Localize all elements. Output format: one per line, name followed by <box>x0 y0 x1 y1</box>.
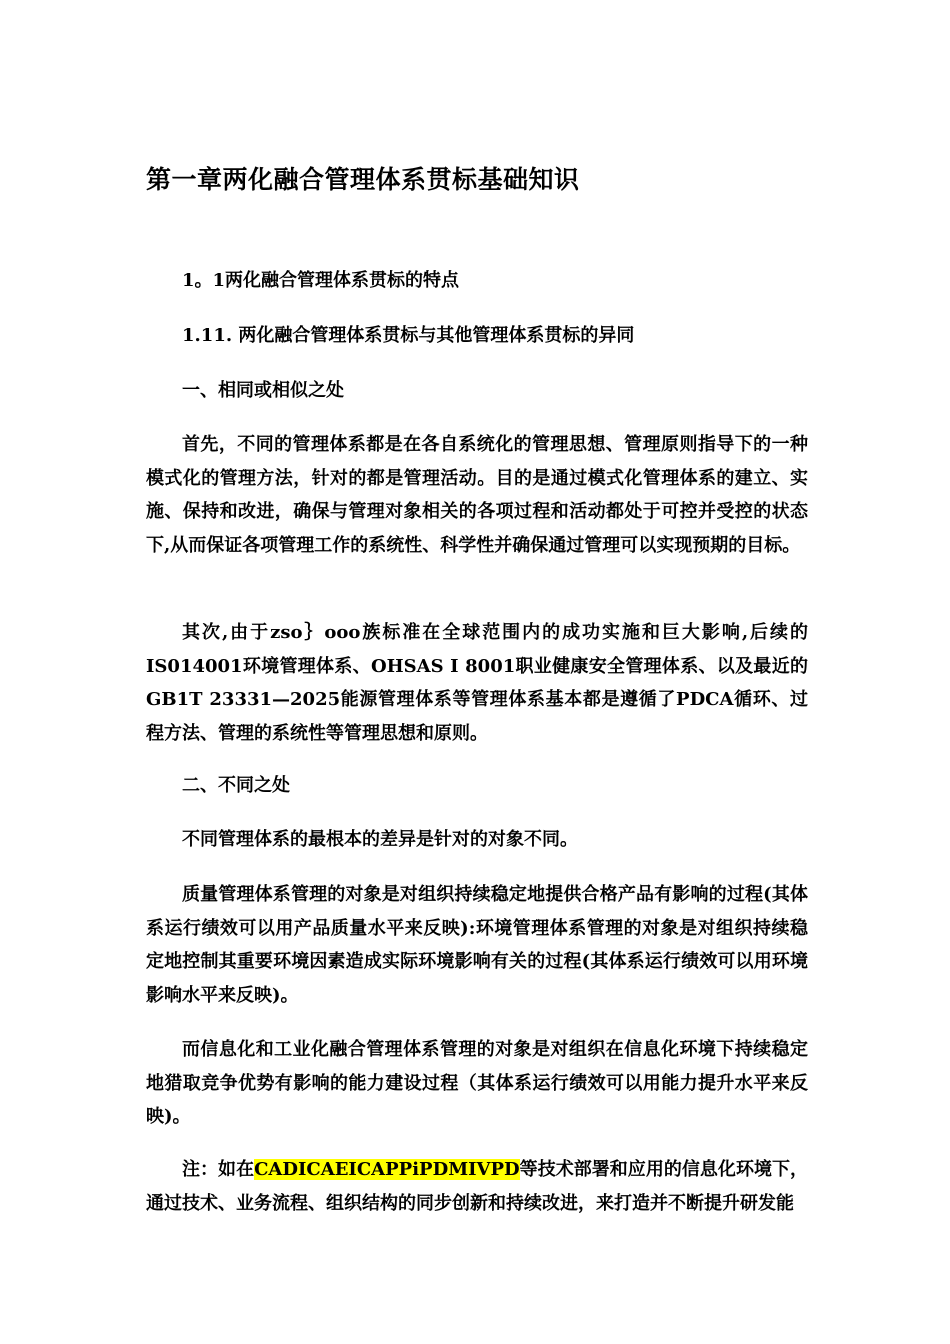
heading-differences: 二、不同之处 <box>182 775 290 796</box>
paragraph-first: 首先，不同的管理体系都是在各自系统化的管理思想、管理原则指导下的一种模式化的管理方法，针对的都是管理活动。目的是通过模式化管理体系的建立、实施、保持和改进，确保与管理对象相关的各项过程和活动都处于可控并受控的状态下,从而保证各项管理工作的系统性、科学性并确保通过管理可以实现预期的目标。 <box>146 434 808 556</box>
heading-similarities: 一、相同或相似之处 <box>182 380 344 401</box>
paragraph-second: 其次,由于zso｝ooo族标准在全球范围内的成功实施和巨大影响,后续的IS014001环境管理体系、OHSAS I 8001职业健康安全管理体系、以及最近的GB1T 23331—2025能源管理体系等管理体系基本都是遵循了PDCA循环、过程方法、管理的系统性等管理思想和原则。 <box>146 622 808 744</box>
note-rest: 等技术部署和应用的信息化环境下，通过技术、业务流程、组织结构的同步创新和持续改进，来打造并不断提升研发能 <box>146 1159 809 1214</box>
chapter-title: 第一章两化融合管理体系贯标基础知识 <box>146 165 580 194</box>
note-highlight: CADICAEICAPPiPDMIVPD <box>254 1159 520 1180</box>
paragraph-informatization: 而信息化和工业化融合管理体系管理的对象是对组织在信息化环境下持续稳定地猎取竞争优势有影响的能力建设过程（其体系运行绩效可以用能力提升水平来反映)。 <box>146 1039 808 1127</box>
paragraph-note <box>146 1153 808 1220</box>
section-heading-1-1: 1。1两化融合管理体系贯标的特点 <box>182 270 460 291</box>
note-prefix: 注：如在 <box>182 1159 255 1180</box>
section-heading-1-11: 1.11. 两化融合管理体系贯标与其他管理体系贯标的异同 <box>182 325 635 346</box>
paragraph-differences-intro: 不同管理体系的最根本的差异是针对的对象不同。 <box>182 829 578 850</box>
paragraph-quality-environment: 质量管理体系管理的对象是对组织持续稳定地提供合格产品有影响的过程(其体系运行绩效可以用产品质量水平来反映):环境管理体系管理的对象是对组织持续稳定地控制其重要环境因素造成实际环境影响有关的过程(其体系运行绩效可以用环境影响水平来反映)。 <box>146 884 808 1006</box>
